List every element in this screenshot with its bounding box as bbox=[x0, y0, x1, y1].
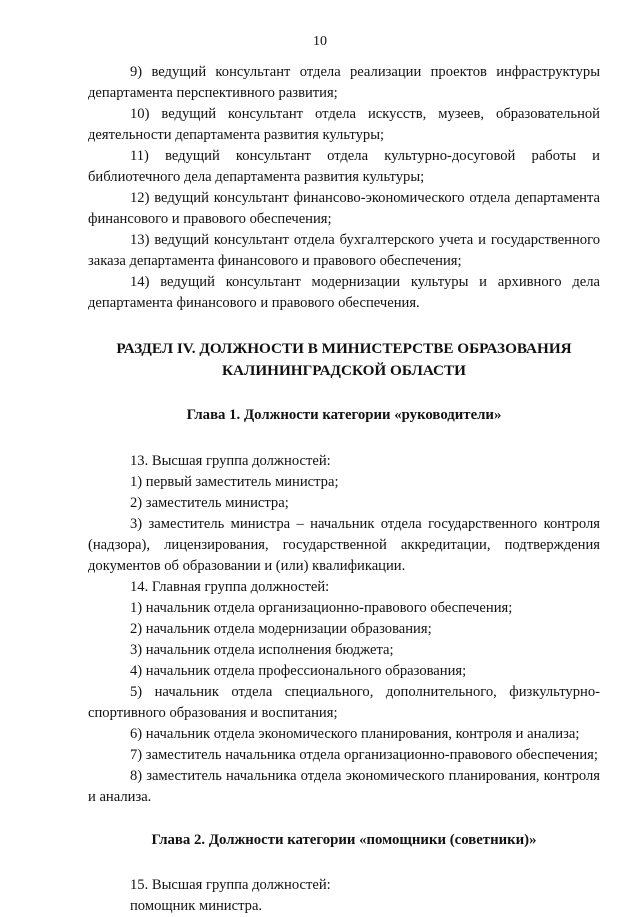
list-item: 1) первый заместитель министра; bbox=[130, 474, 339, 490]
chapter-2-title: Глава 2. Должности категории «помощники (советники)» bbox=[151, 832, 537, 848]
list-item: 4) начальник отдела профессионального образования; bbox=[130, 663, 467, 679]
list-item: 7) заместитель начальника отдела организационно-правового обеспечения; bbox=[130, 747, 598, 763]
list-item: 3) начальник отдела исполнения бюджета; bbox=[130, 642, 394, 658]
list-item: 2) заместитель министра; bbox=[130, 495, 289, 511]
list-item: 12) ведущий консультант финансово-экономического отдела департамента финансового и правового обеспечения; bbox=[88, 190, 600, 227]
page-number: 10 bbox=[313, 34, 327, 49]
list-item: 14) ведущий консультант модернизации культуры и архивного дела департамента финансового и правового обеспечения. bbox=[88, 274, 600, 311]
section-title bbox=[88, 338, 600, 382]
group-heading: 15. Высшая группа должностей: bbox=[130, 877, 331, 893]
list-item: 5) начальник отдела специального, дополнительного, физкультурно-спортивного образования и воспитания; bbox=[88, 684, 600, 721]
list-item: 6) начальник отдела экономического планирования, контроля и анализа; bbox=[130, 726, 580, 742]
list-item: 11) ведущий консультант отдела культурно-досуговой работы и библиотечного дела департамента развития культуры; bbox=[88, 148, 600, 185]
section-title-line1: РАЗДЕЛ IV. ДОЛЖНОСТИ В МИНИСТЕРСТВЕ ОБРАЗОВАНИЯ bbox=[116, 340, 572, 357]
section-title-line2: КАЛИНИНГРАДСКОЙ ОБЛАСТИ bbox=[222, 362, 466, 379]
chapter-1-title: Глава 1. Должности категории «руководители» bbox=[186, 407, 502, 423]
list-item: 1) начальник отдела организационно-правового обеспечения; bbox=[130, 600, 513, 616]
list-item: 13) ведущий консультант отдела бухгалтерского учета и государственного заказа департамента финансового и правового обеспечения; bbox=[88, 232, 600, 269]
list-item: 3) заместитель министра – начальник отдела государственного контроля (надзора), лицензирования, государственной аккредитации, подтверждения документов об образовании и (или) квалификации. bbox=[88, 516, 600, 574]
list-item: помощник министра. bbox=[130, 898, 263, 914]
list-item: 10) ведущий консультант отдела искусств, музеев, образовательной деятельности департамента развития культуры; bbox=[88, 106, 600, 143]
group-heading: 13. Высшая группа должностей: bbox=[130, 453, 331, 469]
list-item: 2) начальник отдела модернизации образования; bbox=[130, 621, 432, 637]
list-item: 9) ведущий консультант отдела реализации проектов инфраструктуры департамента перспективного развития; bbox=[88, 64, 600, 101]
document-body bbox=[88, 62, 600, 917]
list-item: 8) заместитель начальника отдела экономического планирования, контроля и анализа. bbox=[88, 768, 600, 805]
group-heading: 14. Главная группа должностей: bbox=[130, 579, 330, 595]
